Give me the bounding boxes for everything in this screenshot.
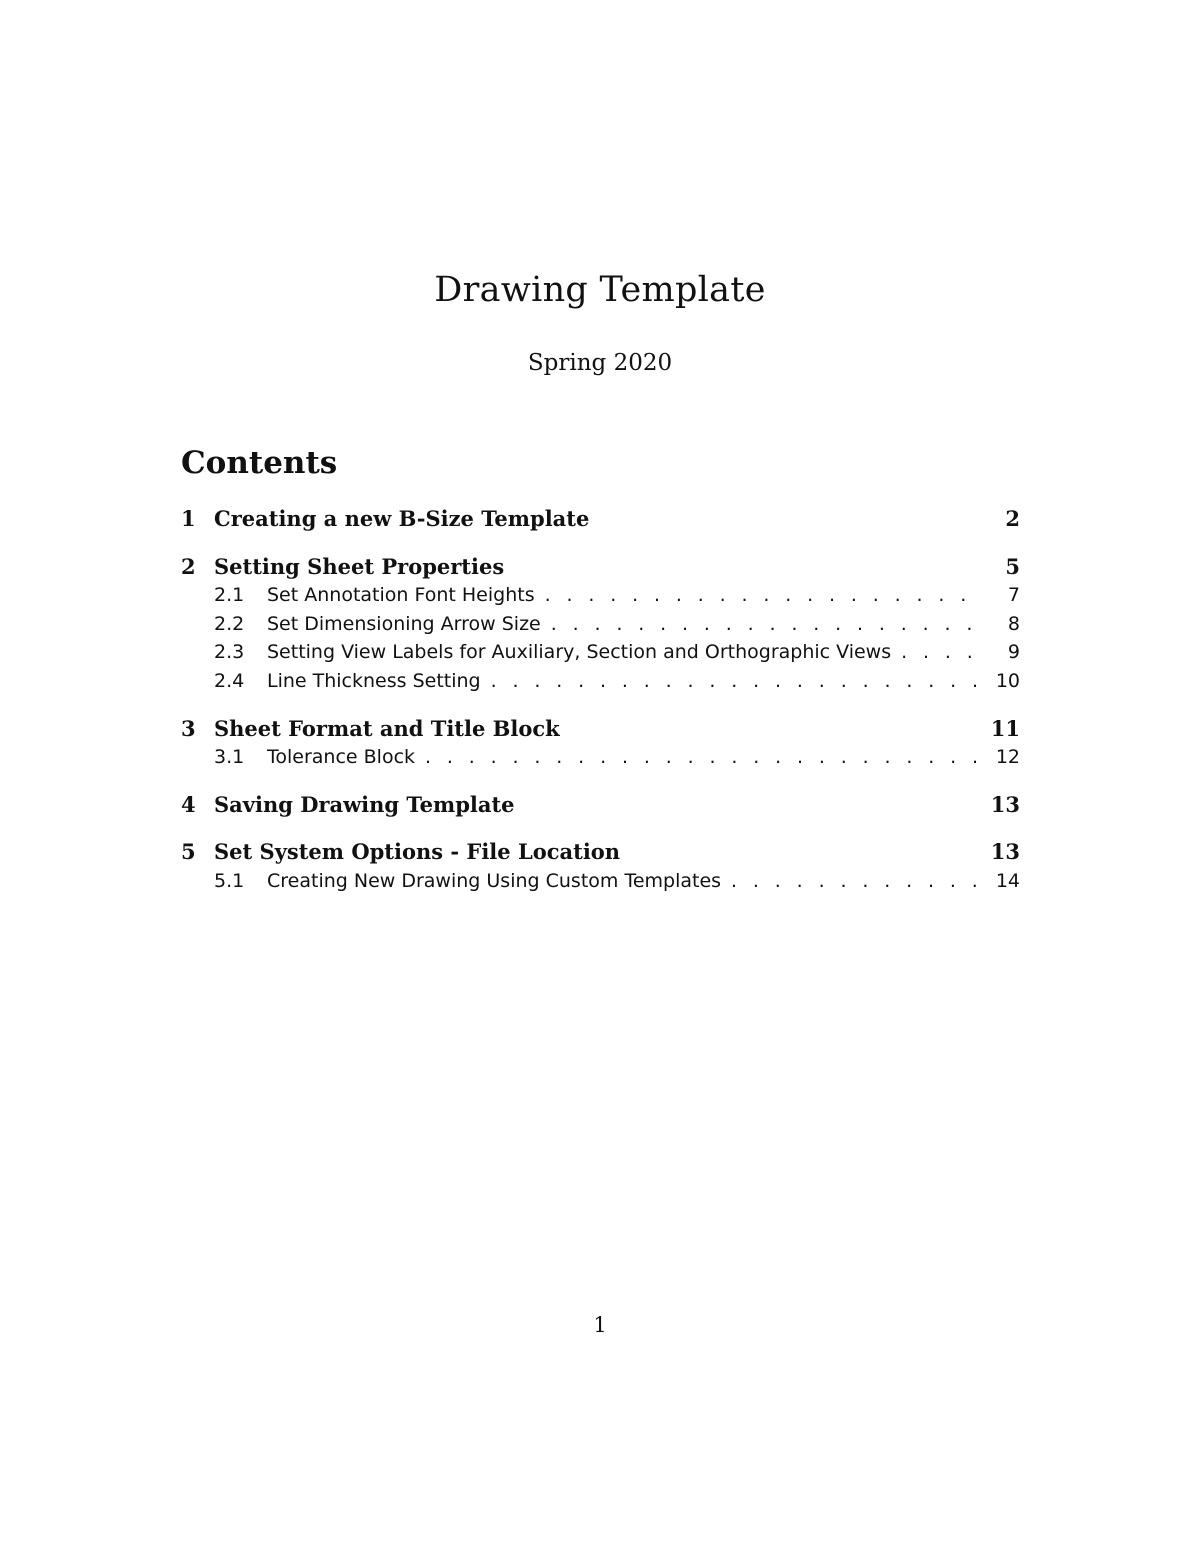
toc-entry[interactable] (181, 791, 1020, 820)
subsection-page[interactable]: 14 (995, 869, 1020, 892)
section-page[interactable]: 13 (990, 839, 1020, 865)
toc-subentry[interactable] (181, 667, 1020, 696)
document-title: Drawing Template (434, 270, 766, 310)
toc-entry[interactable] (181, 505, 1020, 534)
toc-subentry[interactable] (181, 610, 1020, 639)
subsection-title[interactable]: Setting View Labels for Auxiliary, Section and Orthographic Views (267, 641, 892, 664)
section-page[interactable]: 11 (990, 715, 1020, 741)
section-title[interactable]: Set System Options - File Location (214, 839, 621, 865)
dot-leader (901, 638, 982, 667)
section-title[interactable]: Setting Sheet Properties (214, 553, 505, 579)
section-title[interactable]: Sheet Format and Title Block (214, 715, 560, 741)
dot-leader (425, 743, 982, 772)
subsection-page[interactable]: 12 (995, 746, 1020, 769)
section-page[interactable]: 13 (990, 791, 1020, 817)
toc-entry[interactable] (181, 838, 1020, 867)
dot-leader (731, 867, 982, 896)
section-title[interactable]: Creating a new B-Size Template (214, 506, 590, 531)
toc-heading: Contents (181, 445, 338, 481)
table-of-contents (181, 505, 1020, 915)
page-number: 1 (593, 1313, 607, 1337)
toc-section-2 (181, 553, 1020, 696)
subsection-page[interactable]: 10 (995, 669, 1020, 692)
dot-leader (551, 610, 982, 639)
subsection-title[interactable]: Tolerance Block (267, 746, 416, 769)
subsection-number: 3.1 (214, 746, 245, 769)
toc-section-4 (181, 791, 1020, 820)
section-number: 1 (181, 506, 196, 531)
toc-entry[interactable] (181, 553, 1020, 582)
subsection-number: 2.4 (214, 669, 245, 692)
subsection-title[interactable]: Set Dimensioning Arrow Size (267, 612, 541, 635)
section-page[interactable]: 2 (1005, 506, 1020, 531)
subsection-title[interactable]: Creating New Drawing Using Custom Templates (267, 869, 722, 892)
toc-subentry[interactable] (181, 581, 1020, 610)
subsection-page[interactable]: 9 (1007, 641, 1020, 664)
section-number: 2 (181, 553, 196, 579)
section-number: 5 (181, 839, 196, 865)
toc-section-5 (181, 838, 1020, 895)
subsection-page[interactable]: 8 (1007, 612, 1020, 635)
section-number: 3 (181, 715, 196, 741)
toc-section-1 (181, 505, 1020, 534)
dot-leader (491, 667, 982, 696)
subsection-page[interactable]: 7 (1007, 584, 1020, 607)
subsection-number: 2.2 (214, 612, 245, 635)
dot-leader (545, 581, 982, 610)
toc-section-3 (181, 715, 1020, 772)
subsection-number: 2.1 (214, 584, 245, 607)
toc-subentry[interactable] (181, 867, 1020, 896)
subsection-title[interactable]: Set Annotation Font Heights (267, 584, 535, 607)
section-page[interactable]: 5 (1005, 553, 1020, 579)
subsection-number: 5.1 (214, 869, 245, 892)
toc-subentry[interactable] (181, 743, 1020, 772)
section-number: 4 (181, 791, 196, 817)
subsection-title[interactable]: Line Thickness Setting (267, 669, 481, 692)
toc-subentry[interactable] (181, 638, 1020, 667)
section-title[interactable]: Saving Drawing Template (214, 791, 515, 817)
toc-entry[interactable] (181, 715, 1020, 744)
document-date: Spring 2020 (527, 350, 673, 376)
subsection-number: 2.3 (214, 641, 245, 664)
